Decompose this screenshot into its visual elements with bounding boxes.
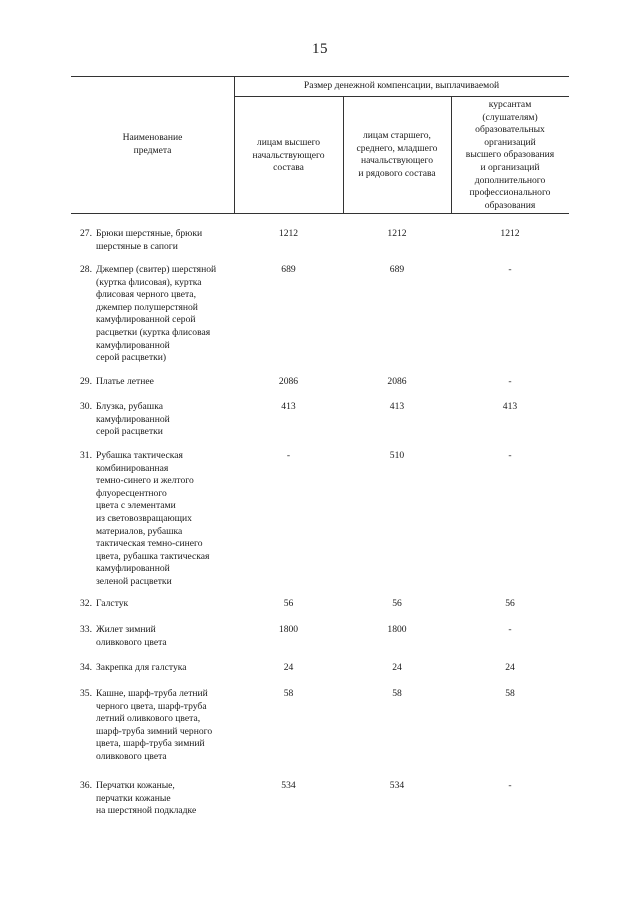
value-top-command: 689 — [281, 264, 296, 275]
value-senior-junior: 58 — [392, 688, 402, 699]
row-number: 34. — [80, 662, 92, 673]
header-cadets: курсантам (слушателям) образовательных организаций высшего образования и организаций дополнительного профессионального образования — [465, 99, 555, 211]
row-number: 33. — [80, 624, 92, 635]
row-number: 31. — [80, 450, 92, 461]
row-number: 30. — [80, 401, 92, 412]
value-cadets: - — [508, 450, 512, 461]
row-number: 32. — [80, 598, 92, 609]
item-name: Перчатки кожаные, перчатки кожаные на шерстяной подкладке — [96, 780, 197, 817]
value-top-command: - — [286, 450, 291, 461]
value-senior-junior: 2086 — [387, 376, 407, 387]
value-top-command: 534 — [281, 780, 296, 791]
value-cadets: - — [508, 376, 512, 387]
value-senior-junior: 56 — [392, 598, 402, 609]
value-cadets: - — [508, 780, 512, 791]
table-top-rule — [71, 76, 569, 77]
row-number: 36. — [80, 780, 92, 791]
item-name: Галстук — [96, 598, 129, 609]
header-name-column: Наименование предмета — [122, 132, 183, 156]
item-name: Блузка, рубашка камуфлированной серой расцветки — [96, 401, 170, 438]
value-senior-junior: 689 — [389, 264, 405, 275]
row-number: 35. — [80, 688, 92, 699]
row-number: 29. — [80, 376, 92, 387]
value-top-command: 24 — [283, 662, 294, 673]
header-bottom-rule — [71, 213, 569, 214]
header-top-command-staff: лицам высшего начальствующего состава — [252, 137, 325, 174]
value-cadets: 24 — [505, 662, 515, 673]
value-cadets: - — [508, 264, 512, 275]
value-senior-junior: 534 — [389, 780, 405, 791]
value-cadets: 56 — [505, 598, 515, 609]
item-name: Джемпер (свитер) шерстяной (куртка флисовая), куртка флисовая черного цвета, джемпер полушерстяной камуфлированной серой расцветки (куртка флисовая камуфлированной серой расцветки) — [96, 264, 217, 364]
item-name: Жилет зимний оливкового цвета — [96, 624, 167, 648]
item-name: Платье летнее — [96, 376, 154, 387]
group-header-rule — [234, 96, 569, 97]
value-top-command: 413 — [281, 401, 296, 412]
value-top-command: 56 — [283, 598, 294, 609]
value-senior-junior: 413 — [389, 401, 405, 412]
value-cadets: - — [508, 624, 512, 635]
value-top-command: 58 — [283, 688, 294, 699]
header-senior-junior-staff: лицам старшего, среднего, младшего начальствующего и рядового состава — [356, 130, 438, 179]
item-name: Рубашка тактическая комбинированная темно-синего и желтого флуоресцентного цвета с элементами из световозвращающих материалов, рубашка тактическая темно-синего цвета, рубашка тактическая камуфлированной зеленой расцветки — [96, 450, 210, 587]
value-senior-junior: 1800 — [387, 624, 407, 635]
row-number: 27. — [80, 228, 92, 239]
value-cadets: 413 — [502, 401, 518, 412]
value-top-command: 1212 — [278, 228, 299, 239]
item-name: Кашне, шарф-труба летний черного цвета, шарф-труба летний оливкового цвета, шарф-труба зимний черного цвета, шарф-труба зимний оливкового цвета — [96, 688, 213, 762]
value-senior-junior: 1212 — [387, 228, 407, 239]
value-senior-junior: 510 — [389, 450, 405, 461]
value-senior-junior: 24 — [392, 662, 402, 673]
header-group-title: Размер денежной компенсации, выплачиваемой — [303, 80, 500, 91]
value-cadets: 1212 — [500, 228, 520, 239]
page-number: 15 — [312, 41, 328, 57]
value-top-command: 1800 — [278, 624, 299, 635]
item-name: Брюки шерстяные, брюки шерстяные в сапоги — [96, 228, 203, 252]
row-number: 28. — [80, 264, 92, 275]
value-cadets: 58 — [505, 688, 515, 699]
item-name: Закрепка для галстука — [96, 662, 187, 673]
value-top-command: 2086 — [278, 376, 299, 387]
